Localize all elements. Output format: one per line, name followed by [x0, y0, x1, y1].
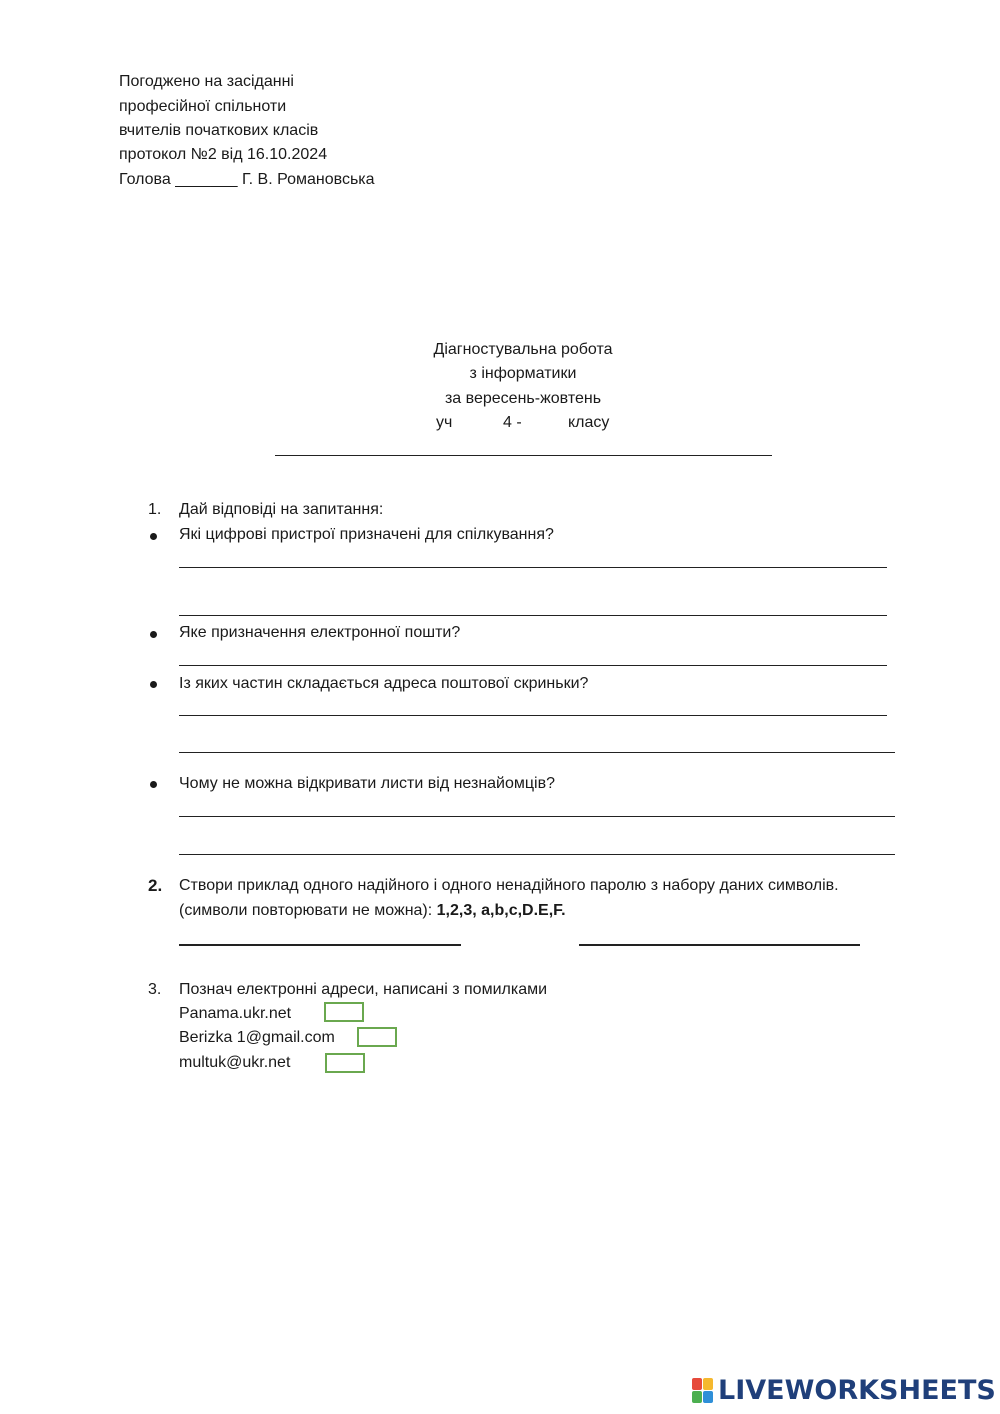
email-option-3: multuk@ukr.net [179, 1054, 291, 1071]
task2-note-row [179, 902, 566, 920]
answer-line[interactable] [179, 816, 895, 817]
title-line-3: за вересень-жовтень [444, 390, 602, 407]
liveworksheets-logo [692, 1375, 996, 1406]
answer-line[interactable] [179, 715, 887, 716]
approval-line-3: вчителів початкових класів [119, 122, 319, 139]
email-checkbox-2[interactable] [357, 1027, 397, 1047]
class-suffix: класу [568, 414, 610, 431]
question-4: Чому не можна відкривати листи від незнайомців? [179, 775, 555, 792]
task2-number: 2. [148, 876, 163, 895]
question-3: Із яких частин складається адреса поштової скриньки? [179, 675, 589, 692]
approval-line-1: Погоджено на засіданні [119, 73, 294, 90]
email-checkbox-1[interactable] [324, 1002, 364, 1022]
weak-password-line[interactable] [579, 944, 860, 946]
approval-line-5: Голова _______ Г. В. Романовська [119, 171, 375, 188]
approval-line-4: протокол №2 від 16.10.2024 [119, 146, 328, 163]
bullet-icon [150, 631, 157, 638]
title-line-1: Діагностувальна робота [433, 341, 613, 358]
task3-prompt: Познач електронні адреси, написані з помилками [179, 981, 548, 998]
logo-text: LIVEWORKSHEETS [718, 1375, 996, 1406]
bullet-icon [150, 781, 157, 788]
bullet-icon [150, 681, 157, 688]
bullet-icon [150, 533, 157, 540]
task1-prompt: Дай відповіді на запитання: [179, 501, 384, 518]
answer-line[interactable] [179, 615, 887, 616]
task3-number: 3. [148, 981, 162, 998]
student-name-line[interactable] [275, 455, 772, 456]
task2-symbols: 1,2,3, a,b,c,D.E,F. [436, 902, 566, 919]
answer-line[interactable] [179, 567, 887, 568]
logo-mark-icon [692, 1378, 714, 1404]
email-option-1: Panama.ukr.net [179, 1005, 292, 1022]
answer-line[interactable] [179, 854, 895, 855]
answer-line[interactable] [179, 752, 895, 753]
task2-prompt: Створи приклад одного надійного і одного ненадійного паролю з набору даних символів. [179, 877, 839, 894]
grade-label: 4 - [503, 414, 522, 431]
task2-note: (символи повторювати не можна): [179, 902, 433, 919]
title-line-2: з інформатики [469, 365, 577, 382]
approval-line-2: професійної спільноти [119, 98, 287, 115]
task1-number: 1. [148, 501, 162, 518]
student-prefix: уч [436, 414, 453, 431]
strong-password-line[interactable] [179, 944, 461, 946]
email-option-2: Berizka 1@gmail.com [179, 1029, 335, 1046]
answer-line[interactable] [179, 665, 887, 666]
question-2: Яке призначення електронної пошти? [179, 624, 461, 641]
question-1: Які цифрові пристрої призначені для спілкування? [179, 526, 554, 543]
email-checkbox-3[interactable] [325, 1053, 365, 1073]
